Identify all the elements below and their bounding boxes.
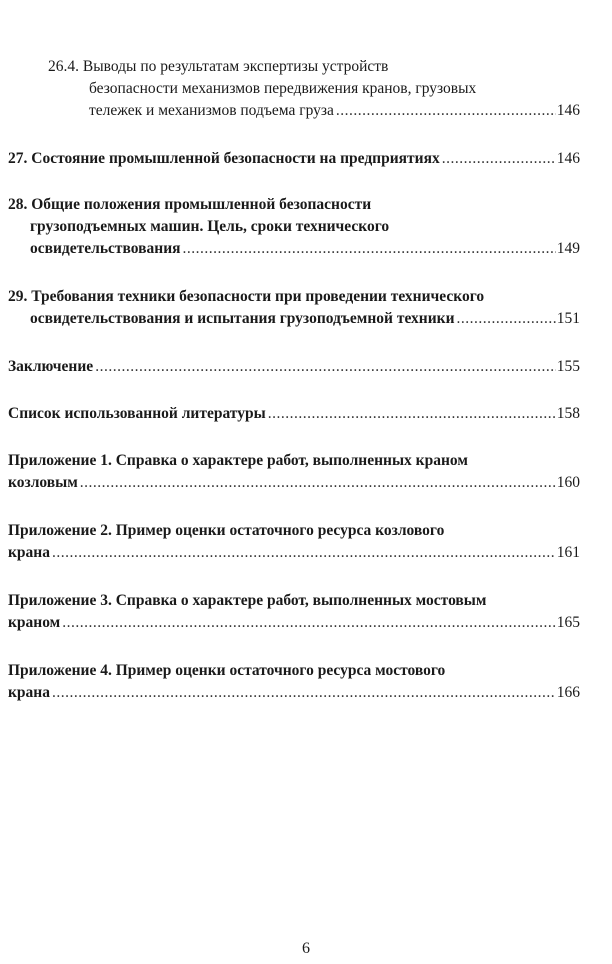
toc-entry-26-4 xyxy=(8,56,580,122)
leader-dots xyxy=(62,612,556,634)
leader-dots xyxy=(336,100,556,122)
toc-entry-26-4-line2: безопасности механизмов передвижения кранов, грузовых xyxy=(89,80,477,97)
toc-entry-appendix-4-page: 166 xyxy=(556,684,580,701)
toc-entry-appendix-1-leader xyxy=(8,472,580,494)
toc-entry-appendix-4-leader xyxy=(8,682,580,704)
toc-entry-appendix-3-line1: Приложение 3. Справка о характере работ, выполненных мостовым xyxy=(8,592,487,609)
toc-entry-27 xyxy=(8,148,580,170)
toc-entry-appendix-1-page: 160 xyxy=(556,474,580,491)
toc-entry-appendix-3-leader xyxy=(8,612,580,634)
toc-entry-27-leader xyxy=(8,148,580,170)
toc-entry-29-line1: 29. Требования техники безопасности при проведении технического xyxy=(8,288,485,305)
toc-entry-appendix-1-line2: козловым xyxy=(8,474,78,491)
leader-dots xyxy=(52,542,556,564)
toc-entry-29 xyxy=(8,286,580,330)
toc-entry-28-line3: освидетельствования xyxy=(30,240,181,257)
toc-entry-appendix-1-line1: Приложение 1. Справка о характере работ, выполненных краном xyxy=(8,452,468,469)
toc-entry-appendix-2-leader xyxy=(8,542,580,564)
toc-entry-references xyxy=(8,403,580,425)
toc-entry-26-4-leader xyxy=(8,100,580,122)
toc-entry-conclusion-leader xyxy=(8,356,580,378)
toc-entry-26-4-line3: тележек и механизмов подъема груза xyxy=(89,102,334,119)
toc-entry-conclusion-page: 155 xyxy=(556,358,580,375)
toc-entry-appendix-2-line1: Приложение 2. Пример оценки остаточного ресурса козлового xyxy=(8,522,445,539)
toc-entry-28-page: 149 xyxy=(556,240,580,257)
page-number: 6 xyxy=(302,940,310,957)
toc-entry-appendix-2 xyxy=(8,520,580,564)
toc-entry-28 xyxy=(8,194,580,260)
toc-entry-appendix-1 xyxy=(8,450,580,494)
leader-dots xyxy=(80,472,556,494)
leader-dots xyxy=(442,148,556,170)
toc-entry-28-line2: грузоподъемных машин. Цель, сроки технического xyxy=(30,218,390,235)
toc-entry-appendix-3-page: 165 xyxy=(556,614,580,631)
toc-entry-26-4-line1: 26.4. Выводы по результатам экспертизы устройств xyxy=(48,58,389,75)
toc-entry-appendix-4 xyxy=(8,660,580,704)
toc-entry-references-page: 158 xyxy=(556,405,580,422)
toc-entry-conclusion xyxy=(8,356,580,378)
toc-entry-references-title: Список использованной литературы xyxy=(8,405,266,422)
toc-entry-29-page: 151 xyxy=(556,310,580,327)
toc-entry-29-leader xyxy=(8,308,580,330)
toc-entry-29-line2: освидетельствования и испытания грузоподъемной техники xyxy=(30,310,455,327)
toc-entry-28-line1: 28. Общие положения промышленной безопасности xyxy=(8,196,372,213)
leader-dots xyxy=(268,403,556,425)
toc-entry-appendix-3-line2: краном xyxy=(8,614,61,631)
leader-dots xyxy=(457,308,556,330)
toc-entry-appendix-2-page: 161 xyxy=(556,544,580,561)
toc-entry-28-leader xyxy=(8,238,580,260)
toc-entry-appendix-3 xyxy=(8,590,580,634)
leader-dots xyxy=(95,356,556,378)
toc-entry-26-4-page: 146 xyxy=(556,102,580,119)
toc-entry-conclusion-title: Заключение xyxy=(8,358,94,375)
leader-dots xyxy=(183,238,556,260)
toc-entry-appendix-4-line2: крана xyxy=(8,684,50,701)
leader-dots xyxy=(52,682,556,704)
toc-entry-27-line1: 27. Состояние промышленной безопасности на предприятиях xyxy=(8,150,440,167)
toc-entry-appendix-4-line1: Приложение 4. Пример оценки остаточного ресурса мостового xyxy=(8,662,446,679)
toc-entry-27-page: 146 xyxy=(556,150,580,167)
toc-entry-appendix-2-line2: крана xyxy=(8,544,50,561)
toc-entry-references-leader xyxy=(8,403,580,425)
